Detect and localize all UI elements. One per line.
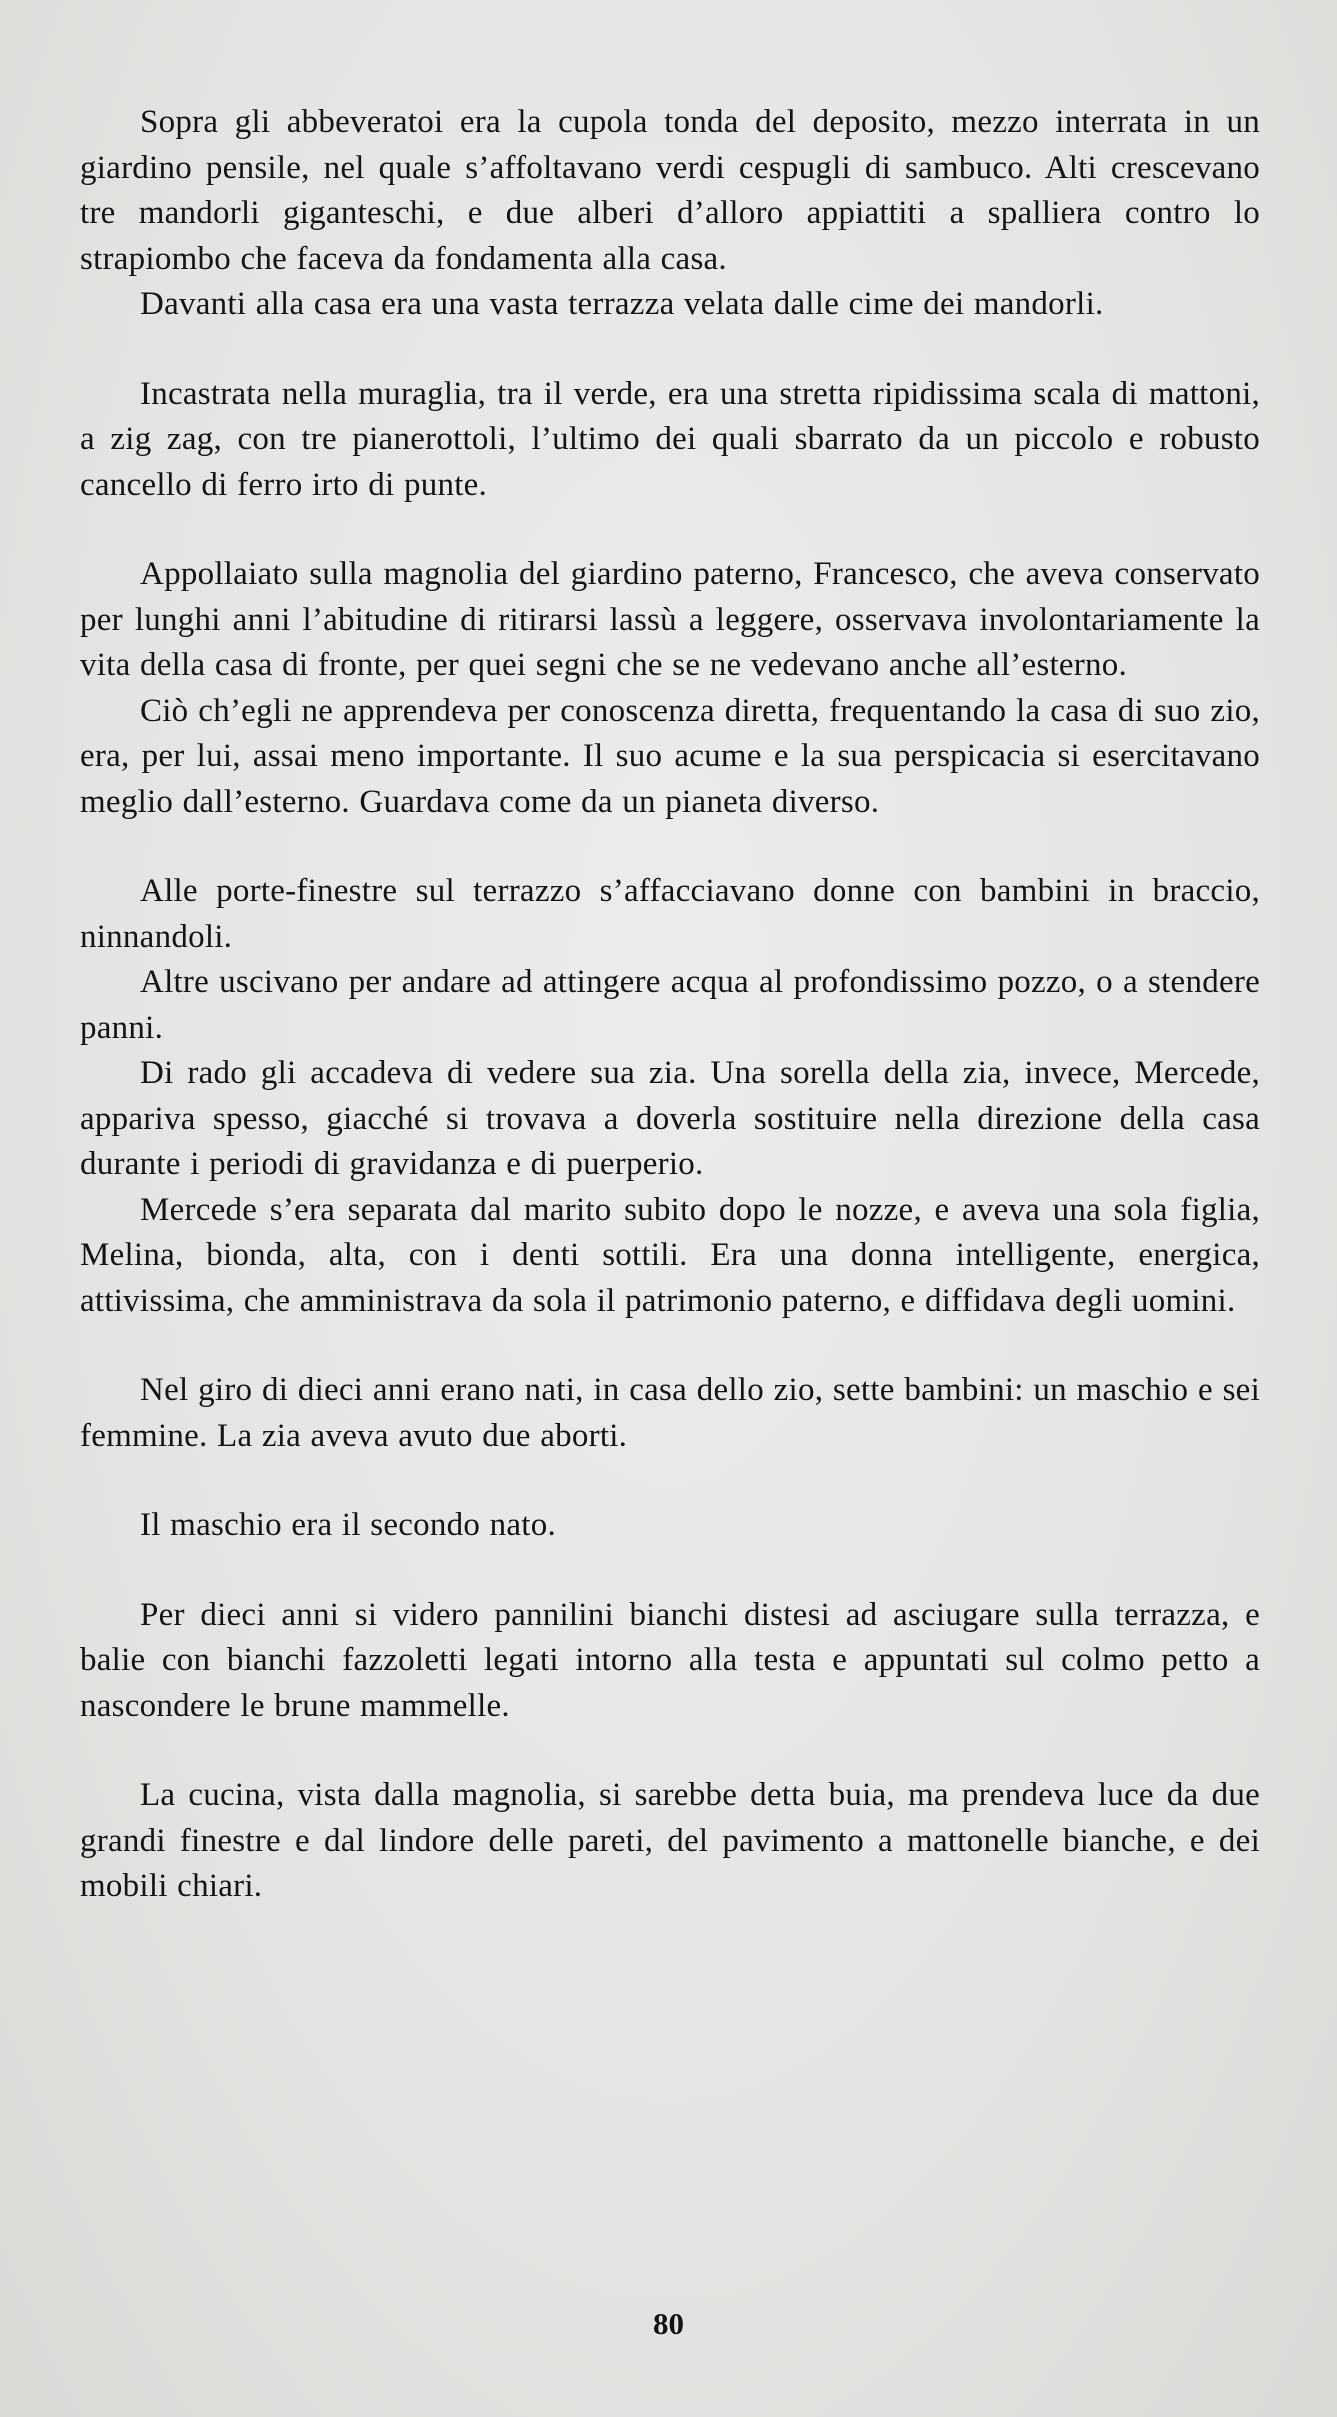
section-gap xyxy=(80,508,1260,552)
paragraph-6: Alle porte-finestre sul terrazzo s’affacciavano donne con bambini in braccio, ninnandoli. xyxy=(80,873,1260,955)
paragraph-5: Ciò ch’egli ne apprendeva per conoscenza diretta, frequentando la casa di suo zio, era, per lui, assai meno importante. Il suo acume e la sua perspicacia si esercitavano meglio dall’esterno. Guardava come da un pianeta diverso. xyxy=(80,692,1260,820)
paragraph-2: Davanti alla casa era una vasta terrazza velata dalle cime dei mandorli. xyxy=(140,286,1104,322)
section-gap xyxy=(80,825,1260,869)
paragraph-8: Di rado gli accadeva di vedere sua zia. Una sorella della zia, invece, Mercede, appariva spesso, giacché si trovava a doverla sostituire nella direzione della casa durante i periodi di gravidanza e di puerperio. xyxy=(80,1055,1260,1182)
paragraph-1: Sopra gli abbeveratoi era la cupola tonda del deposito, mezzo interrata in un giardino pensile, nel quale s’affoltavano verdi cespugli di sambuco. Alti crescevano tre mandorli giganteschi, e due alberi d’alloro appiattiti a spalliera contro lo strapiombo che faceva da fondamenta alla casa. xyxy=(80,104,1260,277)
paragraph-3: Incastrata nella muraglia, tra il verde, era una stretta ripidissima scala di mattoni, a zig zag, con tre pianerottoli, l’ultimo dei quali sbarrato da un piccolo e robusto cancello di ferro irto di punte. xyxy=(80,375,1260,503)
paragraph-12: Per dieci anni si videro pannilini bianchi distesi ad asciugare sulla terrazza, e balie con bianchi fazzoletti legati intorno alla testa e appuntati sul colmo petto a nascondere le brune mammelle. xyxy=(80,1596,1260,1724)
section-gap xyxy=(80,328,1260,372)
paragraph-10: Nel giro di dieci anni erano nati, in casa dello zio, sette bambini: un maschio e sei femmine. La zia aveva avuto due aborti. xyxy=(80,1372,1260,1454)
paragraph-7: Altre uscivano per andare ad attingere acqua al profondissimo pozzo, o a stendere panni. xyxy=(80,964,1260,1046)
section-gap xyxy=(80,1459,1260,1503)
section-gap xyxy=(80,1729,1260,1773)
paragraph-11: Il maschio era il secondo nato. xyxy=(140,1507,556,1543)
page-number: 80 xyxy=(653,2306,684,2341)
paragraph-9: Mercede s’era separata dal marito subito dopo le nozze, e aveva una sola figlia, Melina, bionda, alta, con i denti sottili. Era una donna intelligente, energica, attivissima, che amministrava da sola il patrimonio paterno, e diffidava degli uomini. xyxy=(80,1191,1260,1319)
section-gap xyxy=(80,1324,1260,1368)
paragraph-13: La cucina, vista dalla magnolia, si sarebbe detta buia, ma prendeva luce da due grandi finestre e dal lindore delle pareti, del pavimento a mattonelle bianche, e dei mobili chiari. xyxy=(80,1777,1260,1904)
section-gap xyxy=(80,1549,1260,1593)
body-text xyxy=(80,100,1260,1910)
paragraph-4: Appollaiato sulla magnolia del giardino paterno, Francesco, che aveva conservato per lunghi anni l’abitudine di ritirarsi lassù a leggere, osservava involontariamente la vita della casa di fronte, per quei segni che se ne vedevano anche all’esterno. xyxy=(80,556,1260,683)
